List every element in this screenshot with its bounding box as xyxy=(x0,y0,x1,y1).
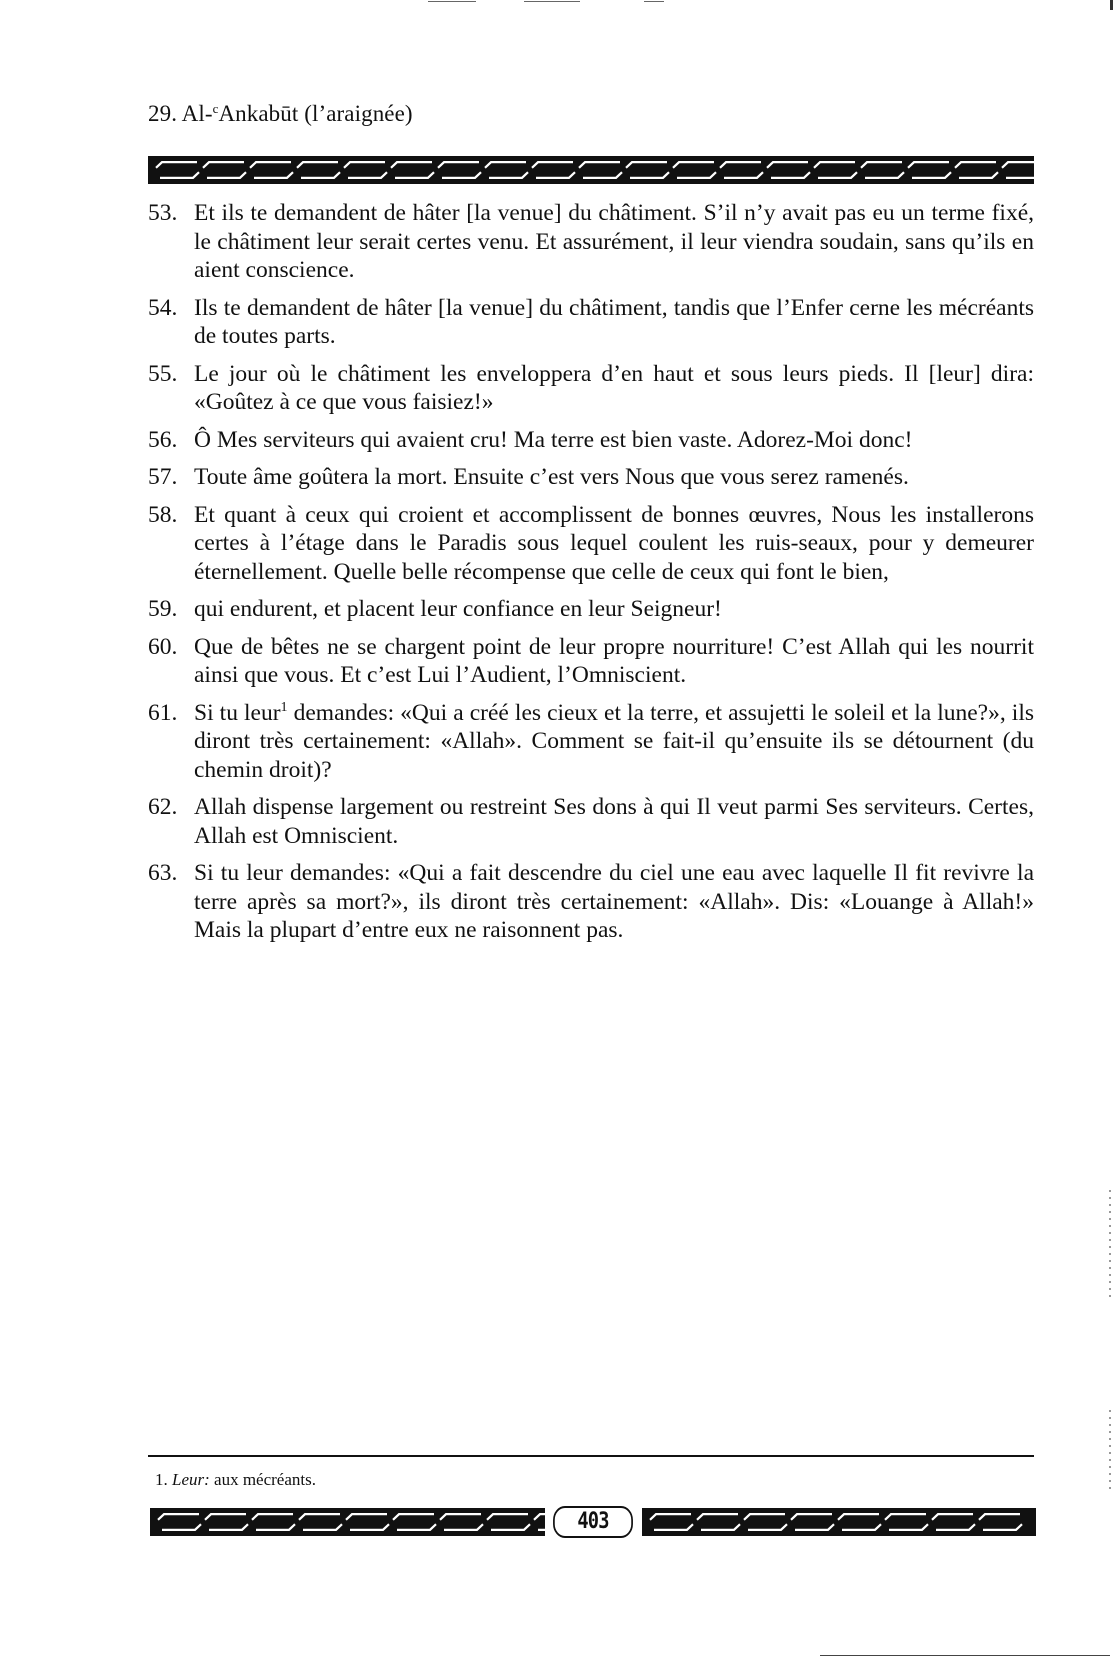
footer-band-left xyxy=(150,1508,545,1536)
footnote-reference: 1 xyxy=(280,699,288,715)
verse-62 xyxy=(148,793,1034,850)
chain-link-top xyxy=(534,1514,545,1520)
verse-text: Toute âme goûtera la mort. Ensuite c’est vers Nous que vous serez ramenés. xyxy=(194,464,909,490)
chain-link-top xyxy=(908,162,949,168)
verse-text: Le jour où le châtiment les enveloppera d’en haut et sous leurs pieds. Il [leur] dira: «Goûtez à ce que vous faisiez!» xyxy=(194,360,1034,415)
verse-number: 55. xyxy=(148,360,178,387)
chain-link-bottom xyxy=(865,172,904,178)
surah-header-title: 29. Al-$^c$Ankabūt (l’araignée) xyxy=(148,101,413,126)
chain-link-top xyxy=(579,162,620,168)
header-ornamental-band xyxy=(148,156,1034,184)
footer-ornamental-band xyxy=(150,1506,1036,1538)
verse-55 xyxy=(148,360,1034,417)
chain-link-top xyxy=(391,162,432,168)
chain-link-bottom xyxy=(889,1524,928,1530)
chain-link-bottom xyxy=(583,172,622,178)
footer-band-right xyxy=(642,1508,1036,1536)
chain-link-top xyxy=(767,162,808,168)
verse-54 xyxy=(148,294,1034,351)
chain-link-bottom xyxy=(160,172,199,178)
verse-59 xyxy=(148,595,1034,624)
verse-number: 54. xyxy=(148,294,178,321)
chain-link-bottom xyxy=(350,1524,389,1530)
chain-ornament xyxy=(642,1508,1036,1536)
chain-link-bottom xyxy=(254,172,293,178)
chain-link-top xyxy=(393,1514,434,1520)
verse-text: Et quant à ceux qui croient et accomplissent de bonnes œuvres, Nous les installerons certes à l’étage dans le Paradis sous lequel coulent les ruis-seaux, pour y demeurer éternellement. Quelle belle récompense que celle de ceux qui font le bien, xyxy=(194,501,1034,585)
ayn-superscript: c xyxy=(212,101,219,116)
verse-number: 59. xyxy=(148,596,178,622)
verse-58 xyxy=(148,501,1034,587)
chain-link-bottom xyxy=(677,172,716,178)
chain-link-bottom xyxy=(162,1524,201,1530)
verse-number: 58. xyxy=(148,501,178,528)
chain-link-top xyxy=(532,162,573,168)
chain-link-top xyxy=(344,162,385,168)
verse-text: qui endurent, et placent leur confiance en leur Seigneur! xyxy=(194,596,722,622)
chain-link-bottom xyxy=(442,172,481,178)
chain-link-top xyxy=(720,162,761,168)
verse-53 xyxy=(148,199,1034,285)
chain-link-top xyxy=(250,162,291,168)
verse-number: 56. xyxy=(148,426,178,453)
chain-link-bottom xyxy=(489,172,528,178)
chain-link-top xyxy=(346,1514,387,1520)
chain-link-top xyxy=(697,1514,738,1520)
chain-link-top xyxy=(626,162,667,168)
footnote-term: Leur: xyxy=(172,1470,210,1489)
chain-link-top xyxy=(156,162,197,168)
chain-link-top xyxy=(438,162,479,168)
chain-link-bottom xyxy=(842,1524,881,1530)
chain-link-top xyxy=(252,1514,293,1520)
verse-text: Ils te demandent de hâter [la venue] du châtiment, tandis que l’Enfer cerne les mécréants de toutes parts. xyxy=(194,294,1034,349)
verse-number: 63. xyxy=(148,860,178,886)
chain-link-bottom xyxy=(397,1524,436,1530)
chain-link-top xyxy=(838,1514,879,1520)
chain-link-top xyxy=(158,1514,199,1520)
chain-link-top xyxy=(485,162,526,168)
verse-text: Si tu leur$^1$ demandes: «Qui a créé les cieux et la terre, et assujetti le soleil et la lune?», ils diront très certainement: «Allah». Comment se fait-il qu’ensuite ils se détournent (du chemin droit)? xyxy=(194,699,1034,783)
verse-text: Si tu leur demandes: «Qui a fait descendre du ciel une eau avec laquelle Il fit revivre la terre après sa mort?», ils diront très certainement: «Allah». Dis: «Louange à Allah!» Mais la plupart d’entre eux ne raisonnent pas. xyxy=(194,860,1034,943)
chain-link-bottom xyxy=(936,1524,975,1530)
verse-number: 60. xyxy=(148,633,178,660)
chain-link-bottom xyxy=(724,172,763,178)
chain-link-bottom xyxy=(654,1524,693,1530)
footnote xyxy=(155,1470,316,1490)
chain-link-bottom xyxy=(959,172,998,178)
verse-61 xyxy=(148,699,1034,785)
chain-link-top xyxy=(791,1514,832,1520)
chain-link-top xyxy=(744,1514,785,1520)
verse-number: 57. xyxy=(148,464,178,490)
scan-corner-mark xyxy=(1110,0,1113,10)
chain-link-bottom xyxy=(1006,172,1034,178)
chain-link-bottom xyxy=(983,1524,1022,1530)
chain-link-top xyxy=(885,1514,926,1520)
chain-link-top xyxy=(650,1514,691,1520)
scan-edge-ticks xyxy=(1109,1190,1111,1300)
chain-link-bottom xyxy=(444,1524,483,1530)
chain-link-bottom xyxy=(256,1524,295,1530)
verse-number: 53. xyxy=(148,200,178,226)
chain-link-bottom xyxy=(818,172,857,178)
footnote-marker: 1. xyxy=(155,1470,168,1489)
verse-number: 61. xyxy=(148,699,178,726)
chain-link-top xyxy=(673,162,714,168)
chain-link-bottom xyxy=(348,172,387,178)
chain-link-bottom xyxy=(209,1524,248,1530)
chain-link-top xyxy=(205,1514,246,1520)
footnote-text: aux mécréants. xyxy=(209,1470,316,1489)
chain-link-top xyxy=(955,162,996,168)
chain-link-bottom xyxy=(536,172,575,178)
chain-link-top xyxy=(203,162,244,168)
chain-link-top xyxy=(299,1514,340,1520)
verse-list xyxy=(148,199,1034,954)
verse-text: Que de bêtes ne se chargent point de leur propre nourriture! C’est Allah qui les nourrit ainsi que vous. Et c’est Lui l’Audient, l’Omniscient. xyxy=(194,633,1034,688)
chain-link-top xyxy=(979,1514,1020,1520)
chain-ornament xyxy=(150,1508,545,1536)
chain-link-bottom xyxy=(538,1524,545,1530)
chain-link-top xyxy=(932,1514,973,1520)
chain-link-bottom xyxy=(630,172,669,178)
chain-link-bottom xyxy=(771,172,810,178)
verse-56 xyxy=(148,426,1034,455)
scan-edge-ticks xyxy=(1109,1410,1111,1490)
chain-link-top xyxy=(440,1514,481,1520)
verse-number: 62. xyxy=(148,794,178,820)
chain-link-top xyxy=(814,162,855,168)
verse-63 xyxy=(148,859,1034,945)
chain-link-bottom xyxy=(303,1524,342,1530)
verse-57 xyxy=(148,463,1034,492)
verse-text: Ô Mes serviteurs qui avaient cru! Ma terre est bien vaste. Adorez-Moi donc! xyxy=(194,426,913,453)
chain-link-top xyxy=(297,162,338,168)
chain-link-bottom xyxy=(395,172,434,178)
verse-text: Allah dispense largement ou restreint Ses dons à qui Il veut parmi Ses serviteurs. Certes, Allah est Omniscient. xyxy=(194,794,1034,849)
footnote-divider xyxy=(148,1455,1034,1457)
chain-link-top xyxy=(1002,162,1034,168)
chain-link-bottom xyxy=(491,1524,530,1530)
chain-link-bottom xyxy=(301,172,340,178)
chain-link-bottom xyxy=(795,1524,834,1530)
chain-ornament xyxy=(148,156,1034,184)
chain-link-top xyxy=(487,1514,528,1520)
print-registration-marks xyxy=(428,0,708,4)
scan-bottom-mark xyxy=(820,1655,1110,1656)
chain-link-bottom xyxy=(701,1524,740,1530)
chain-link-bottom xyxy=(207,172,246,178)
chain-link-bottom xyxy=(912,172,951,178)
page-number: 403 xyxy=(553,1506,633,1538)
chain-link-top xyxy=(861,162,902,168)
verse-60 xyxy=(148,633,1034,690)
chain-link-bottom xyxy=(748,1524,787,1530)
verse-text: Et ils te demandent de hâter [la venue] du châtiment. S’il n’y avait pas eu un terme fixé, le châtiment leur serait certes venu. Et assurément, il leur viendra soudain, sans qu’ils en aient conscience. xyxy=(194,200,1034,283)
